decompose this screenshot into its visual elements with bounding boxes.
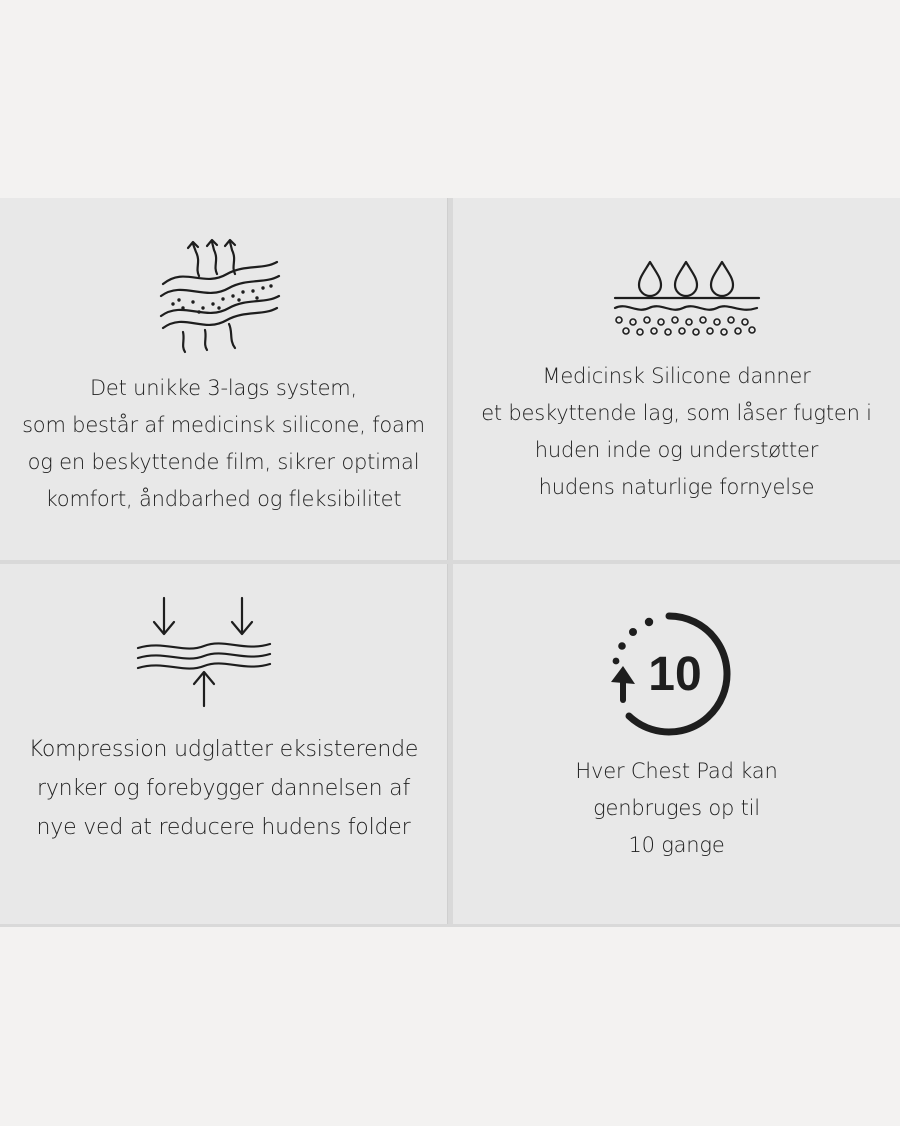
feature-text-line: og en beskyttende film, sikrer optimal [27,450,420,474]
feature-card-three-layer [0,198,448,560]
feature-card-reuse [453,564,900,924]
reuse-count-number: 10 [648,648,702,701]
feature-text-line: Hver Chest Pad kan [575,759,778,783]
reuse-counter-icon [605,608,741,738]
feature-text-line: Det unikke 3-lags system, [89,376,358,400]
moisture-lock-drops-icon [611,258,761,340]
feature-text-line: som består af medicinsk silicone, foam [22,413,425,437]
feature-text-line: 10 gange [628,833,725,857]
feature-text-line: komfort, åndbarhed og fleksibilitet [45,487,402,511]
feature-text-line: Kompression udglatter eksisterende [28,737,419,762]
compression-arrows-icon [134,594,274,710]
feature-text-line: et beskyttende lag, som låser fugten i [481,401,872,425]
feature-card-compression [0,564,448,924]
feature-text-moisture [453,358,900,506]
feature-text-reuse [453,753,900,864]
feature-text-line: rynker og forebygger dannelsen af [37,776,410,801]
feature-text-line: nye ved at reducere hudens folder [36,815,411,840]
feature-text-line: hudens naturlige fornyelse [538,475,815,499]
feature-text-compression [0,730,447,847]
three-layer-breathable-icon [155,236,285,356]
feature-text-line: genbruges op til [593,796,760,820]
feature-text-three-layer [0,370,447,518]
feature-text-line: huden inde og understøtter [534,438,819,462]
feature-text-line: Medicinsk Silicone danner [542,364,811,388]
feature-grid [0,198,900,927]
feature-card-moisture [453,198,900,560]
